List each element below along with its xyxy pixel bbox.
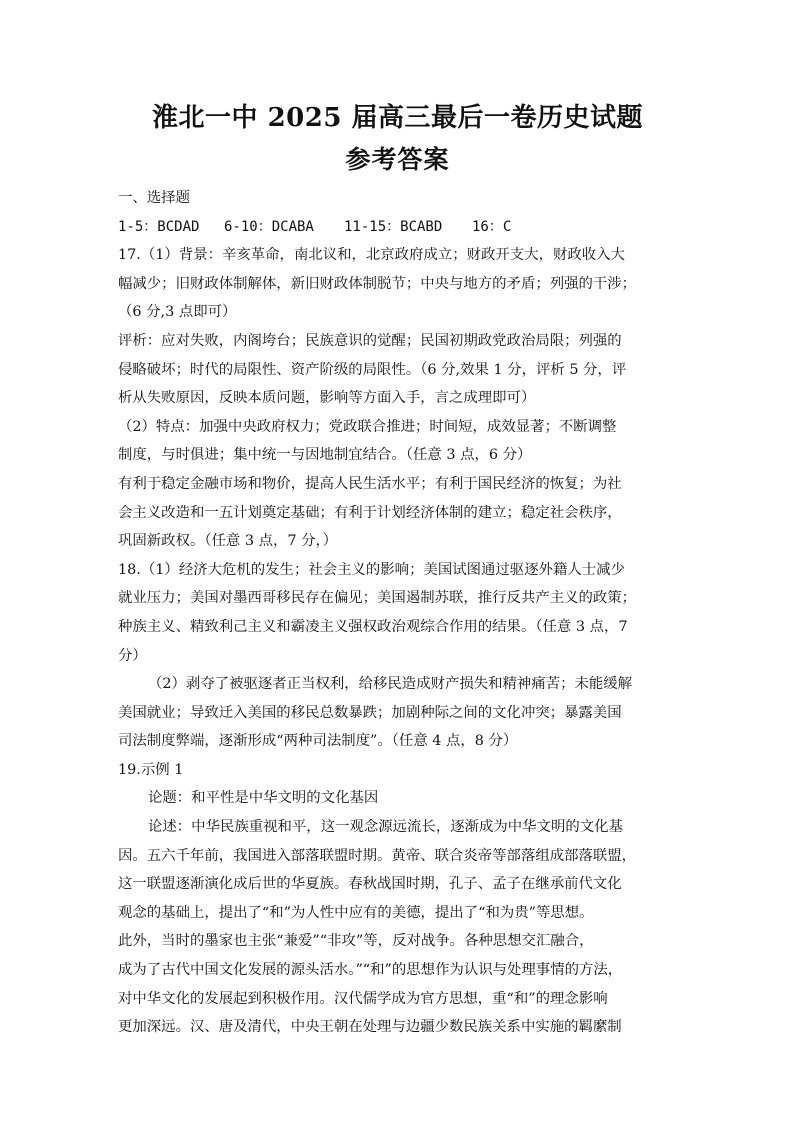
text-line: 司法制度弊端，逐渐形成“两种司法制度”。（任意 4 点，8 分） [118, 733, 518, 750]
example-heading: 19.示例 1 [118, 761, 184, 778]
text-line: 侵略破坏；时代的局限性、资产阶级的局限性。（6 分,效果 1 分，评析 5 分，评 [118, 361, 627, 378]
text-line: 就业压力；美国对墨西哥移民存在偏见；美国遏制苏联，推行反共产主义的政策； [118, 590, 637, 607]
text-line: 析从失败原因，反映本质问题，影响等方面入手，言之成理即可） [118, 390, 536, 407]
text-line: 观念的基础上，提出了“和”为人性中应有的美德，提出了“和为贵”等思想。 [118, 904, 594, 921]
text-line: 成为了古代中国文化发展的源头活水。”“和”的思想作为认识与处理事情的方法， [118, 962, 623, 979]
text-line: 更加深远。汉、唐及清代，中央王朝在处理与边疆少数民族关系中实施的羁縻制 [118, 1019, 622, 1036]
text-line: 此外，当时的墨家也主张“兼爱”“非攻”等，反对战争。各种思想交汇融合， [118, 933, 594, 950]
answer-body [118, 184, 684, 1042]
text-line: 种族主义、精致利己主义和霸凌主义强权政治观综合作用的结果。（任意 3 点，7 [118, 618, 628, 635]
text-line: 有利于稳定金融市场和物价，提高人民生活水平；有利于国民经济的恢复；为社 [118, 475, 622, 492]
text-line: 幅减少；旧财政体制解体，新旧财政体制脱节；中央与地方的矛盾；列强的干涉； [118, 275, 637, 292]
text-line: 对中华文化的发展起到积极作用。汉代儒学成为官方思想，重“和”的理念影响 [118, 990, 608, 1007]
q19-answer [118, 756, 684, 1042]
text-line: 会主义改造和一五计划奠定基础；有利于计划经济体制的建立；稳定社会秩序， [118, 504, 622, 521]
text-line: 制度，与时俱进；集中统一与因地制宜结合。（任意 3 点，6 分） [118, 447, 532, 464]
q17-answer [118, 241, 684, 556]
text-line: 18.（1）经济大危机的发生；社会主义的影响；美国试图通过驱逐外籍人士减少 [118, 561, 625, 578]
choice-group-4: 16：C [472, 218, 512, 235]
text-line: 17.（1）背景：辛亥革命，南北议和，北京政府成立；财政开支大，财政收入大 [118, 247, 625, 264]
text-line: 这一联盟逐渐演化成后世的华夏族。春秋战国时期，孔子、孟子在继承前代文化 [118, 876, 622, 893]
choice-group-1: 1-5：BCDAD [118, 218, 200, 235]
text-line: （2）剥夺了被驱逐者正当权利，给移民造成财产损失和精神痛苦；未能缓解 [148, 676, 633, 693]
text-line: 因。五六千年前，我国进入部落联盟时期。黄帝、联合炎帝等部落组成部落联盟， [118, 847, 637, 864]
topic-line: 论题：和平性是中华文明的文化基因 [148, 790, 379, 807]
text-line: 评析：应对失败，内阁垮台；民族意识的觉醒；民国初期政党政治局限；列强的 [118, 332, 622, 349]
choice-group-3: 11-15：BCABD [344, 218, 443, 235]
text-line: 美国就业；导致迁入美国的移民总数暴跌；加剧种际之间的文化冲突；暴露美国 [118, 704, 622, 721]
choice-group-2: 6-10：DCABA [224, 218, 314, 235]
text-line: （6 分,3 点即可） [118, 304, 237, 321]
text-line: （2）特点：加强中央政府权力；党政联合推进；时间短，成效显著；不断调整 [118, 418, 617, 435]
choice-answers [118, 213, 684, 242]
text-line: 分） [118, 647, 147, 664]
text-line: 论述：中华民族重视和平，这一观念源远流长，逐渐成为中华文明的文化基 [148, 819, 623, 836]
document-title: 淮北一中 2025 届高三最后一卷历史试题 [152, 103, 643, 133]
document-subtitle: 参考答案 [345, 145, 450, 174]
text-line: 巩固新政权。（任意 3 点，7 分，） [118, 533, 338, 550]
q18-answer [118, 556, 684, 756]
section-heading: 一、选择题 [118, 190, 190, 206]
